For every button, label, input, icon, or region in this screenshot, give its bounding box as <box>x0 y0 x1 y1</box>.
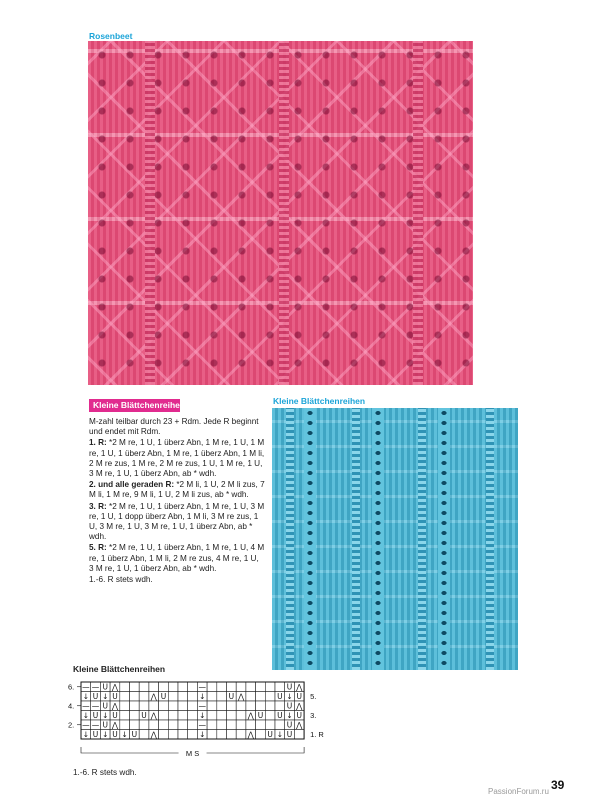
chart-cell <box>256 701 266 711</box>
chart-cell <box>188 692 198 702</box>
chart-cell <box>188 730 198 740</box>
chart-symbol: U <box>102 720 108 730</box>
chart-cell <box>188 720 198 730</box>
chart-cell <box>168 711 178 721</box>
chart-cell <box>275 701 285 711</box>
chart-cell <box>227 682 237 692</box>
chart-cell <box>217 682 227 692</box>
chart-symbol: — <box>198 701 206 711</box>
chart-cell <box>207 711 217 721</box>
instruction-repeat: 1.-6. R stets wdh. <box>89 575 153 585</box>
chart-cell <box>149 720 159 730</box>
chart-symbol: — <box>91 701 100 711</box>
chart-cell <box>178 692 188 702</box>
chart-cell <box>217 701 227 711</box>
chart-row-label-right: 5. <box>310 692 317 701</box>
chart-symbol: ⋀ <box>150 711 157 720</box>
chart-title: Kleine Blättchenreihen <box>73 664 166 674</box>
chart-cell <box>139 701 149 711</box>
chart-row-label-right: 1. R <box>310 730 324 739</box>
chart-cell <box>178 720 188 730</box>
instruction-row-5: 5. R: *2 M re, 1 U, 1 überz Abn, 1 M re, 1 U, 4 M re, 1 überz Abn, 1 M li, 2 M re zus, 4 M re, 1 U, 3 M re, 1 U, 1 überz Abn, ab * wdh. <box>89 543 265 573</box>
pattern-label: Kleine Blättchenreihen <box>89 399 180 412</box>
chart-cell <box>159 701 169 711</box>
instructions-intro: M-zahl teilbar durch 23 + Rdm. Jede R beginnt und endet mit Rdm. <box>89 417 259 437</box>
chart-symbol: ⋀ <box>296 720 303 730</box>
chart-symbol: U <box>112 692 118 701</box>
chart-symbol: U <box>286 720 293 730</box>
chart-cell <box>275 720 285 730</box>
chart-cell <box>139 720 149 730</box>
chart-cell <box>149 701 159 711</box>
chart-symbol: U <box>277 711 283 720</box>
chart-symbol: U <box>92 730 99 739</box>
chart-symbol: ↓ <box>121 730 128 739</box>
chart-cell <box>227 711 237 721</box>
chart-cell <box>168 730 178 740</box>
chart-symbol: ⋀ <box>237 692 245 701</box>
chart-cell <box>207 730 217 740</box>
chart-cell <box>207 701 217 711</box>
chart-cell <box>178 701 188 711</box>
rosenbeet-photo <box>88 41 473 385</box>
chart-symbol: — <box>82 682 90 692</box>
chart-cell <box>236 711 246 721</box>
chart-cell <box>265 692 275 702</box>
chart-cell <box>207 682 217 692</box>
chart-cell <box>139 682 149 692</box>
chart-symbol: U <box>102 682 108 692</box>
chart-cell <box>130 692 140 702</box>
chart-symbol: U <box>286 730 293 739</box>
chart-cell <box>227 730 237 740</box>
chart-symbol: ↓ <box>82 730 89 739</box>
chart-symbol: ↓ <box>199 730 206 739</box>
chart-cell <box>236 701 246 711</box>
chart-symbol: U <box>112 711 118 720</box>
chart-cell <box>256 682 266 692</box>
chart-cell <box>207 692 217 702</box>
chart-symbol: ↓ <box>199 692 206 701</box>
chart-symbol: ↓ <box>102 730 109 739</box>
chart-symbol: U <box>286 682 293 692</box>
chart-cell <box>265 720 275 730</box>
chart-row-label-left: 2. <box>68 720 75 730</box>
chart-cell <box>256 730 266 740</box>
chart-cell <box>139 692 149 702</box>
chart-cell <box>236 730 246 740</box>
chart-cell <box>265 701 275 711</box>
page-number: 39 <box>551 778 565 792</box>
blatt-photo <box>272 408 518 670</box>
chart-cell <box>188 701 198 711</box>
chart-symbol: U <box>257 711 264 720</box>
knitting-chart <box>55 674 325 768</box>
chart-symbol: ⋀ <box>247 711 254 720</box>
ms-label: M S <box>185 749 200 758</box>
chart-symbol: ⋀ <box>296 682 303 692</box>
chart-symbol: ⋀ <box>247 730 254 739</box>
chart-cell <box>188 682 198 692</box>
chart-cell <box>217 692 227 702</box>
chart-cell <box>130 720 140 730</box>
watermark: PassionForum.ru <box>488 787 549 796</box>
chart-symbol: U <box>296 692 302 701</box>
chart-symbol: ↓ <box>276 730 283 739</box>
chart-symbol: ⋀ <box>111 701 119 711</box>
chart-cell <box>159 720 169 730</box>
instruction-row-2: 2. und alle geraden R: *2 M li, 1 U, 2 M li zus, 7 M li, 1 M re, 9 M li, 1 U, 2 M li zus, ab * wdh. <box>89 480 265 500</box>
chart-symbol: — <box>91 682 100 692</box>
chart-symbol: — <box>82 720 90 730</box>
chart-symbol: U <box>228 692 235 701</box>
chart-cell <box>149 682 159 692</box>
chart-symbol: — <box>198 720 206 730</box>
chart-symbol: ↓ <box>286 711 293 720</box>
chart-symbol: U <box>286 701 293 711</box>
chart-cell <box>227 701 237 711</box>
chart-cell <box>246 682 256 692</box>
chart-cell <box>168 720 178 730</box>
chart-cell <box>120 682 130 692</box>
chart-cell <box>178 730 188 740</box>
chart-cell <box>246 692 256 702</box>
chart-symbol: U <box>141 711 147 720</box>
chart-cell <box>246 720 256 730</box>
pattern-instructions <box>89 417 265 586</box>
blatt-photo-caption: Kleine Blättchenreihen <box>273 396 366 406</box>
chart-symbol: ↓ <box>82 711 89 720</box>
chart-symbol: ⋀ <box>150 730 157 739</box>
chart-symbol: U <box>92 692 99 701</box>
chart-cell <box>159 730 169 740</box>
chart-cell <box>207 720 217 730</box>
chart-symbol: — <box>91 720 100 730</box>
chart-cell <box>159 682 169 692</box>
chart-symbol: — <box>198 682 206 692</box>
chart-cell <box>139 730 149 740</box>
chart-cell <box>256 720 266 730</box>
chart-cell <box>217 711 227 721</box>
chart-symbol: U <box>160 692 167 701</box>
chart-cell <box>236 720 246 730</box>
chart-row-label-left: 4. <box>68 701 75 711</box>
chart-cell <box>275 682 285 692</box>
chart-symbol: U <box>112 730 118 739</box>
chart-cell <box>120 720 130 730</box>
chart-cell <box>217 730 227 740</box>
chart-cell <box>168 682 178 692</box>
chart-symbol: ↓ <box>199 711 206 720</box>
rosenbeet-caption: Rosenbeet <box>89 31 133 41</box>
chart-symbol: ⋀ <box>150 692 157 701</box>
chart-cell <box>265 682 275 692</box>
chart-cell <box>130 682 140 692</box>
chart-cell <box>246 701 256 711</box>
chart-cell <box>236 682 246 692</box>
chart-row-label-left: 6. <box>68 682 75 692</box>
instruction-row-1: 1. R: *2 M re, 1 U, 1 überz Abn, 1 M re, 1 U, 1 M re, 1 U, 1 überz Abn, 1 M re, 1 überz Abn, 1 M li, 2 M re zus, 1 M re, 2 M re zus, 1 U, 1 M re, 1 U, 3 M re, 1 U, 1 überz Abn, ab * wdh. <box>89 438 265 479</box>
chart-cell <box>178 711 188 721</box>
chart-cell <box>188 711 198 721</box>
chart-symbol: U <box>102 701 108 711</box>
chart-cell <box>120 692 130 702</box>
chart-symbol: U <box>267 730 273 739</box>
chart-symbol: ↓ <box>102 711 109 720</box>
chart-cell <box>178 682 188 692</box>
chart-cell <box>168 701 178 711</box>
chart-cell <box>217 720 227 730</box>
chart-symbol: U <box>131 730 138 739</box>
chart-cell <box>130 701 140 711</box>
chart-symbol: ↓ <box>82 692 89 701</box>
chart-symbol: U <box>92 711 99 720</box>
chart-cell <box>130 711 140 721</box>
chart-cell <box>168 692 178 702</box>
chart-cell <box>256 692 266 702</box>
chart-cell <box>120 701 130 711</box>
chart-cell <box>120 711 130 721</box>
chart-cell <box>294 730 304 740</box>
chart-symbol: — <box>82 701 90 711</box>
chart-symbol: U <box>296 711 302 720</box>
chart-symbol: ⋀ <box>296 701 303 711</box>
chart-symbol: ↓ <box>102 692 109 701</box>
chart-symbol: ⋀ <box>111 682 119 692</box>
chart-symbol: ↓ <box>286 692 293 701</box>
chart-row-label-right: 3. <box>310 711 317 720</box>
chart-cell <box>227 720 237 730</box>
chart-cell <box>159 711 169 721</box>
chart-cell <box>265 711 275 721</box>
instruction-row-3: 3. R: *2 M re, 1 U, 1 überz Abn, 1 M re, 1 U, 3 M re, 1 U, 1 dopp überz Abn, 1 M li, 3 M re zus, 1 U, 3 M re, 1 U, 3 M re, 1 U, 1 überz Abn, ab * wdh. <box>89 501 265 542</box>
chart-symbol: U <box>277 692 283 701</box>
chart-footnote: 1.-6. R stets wdh. <box>73 768 137 777</box>
chart-symbol: ⋀ <box>111 720 119 730</box>
